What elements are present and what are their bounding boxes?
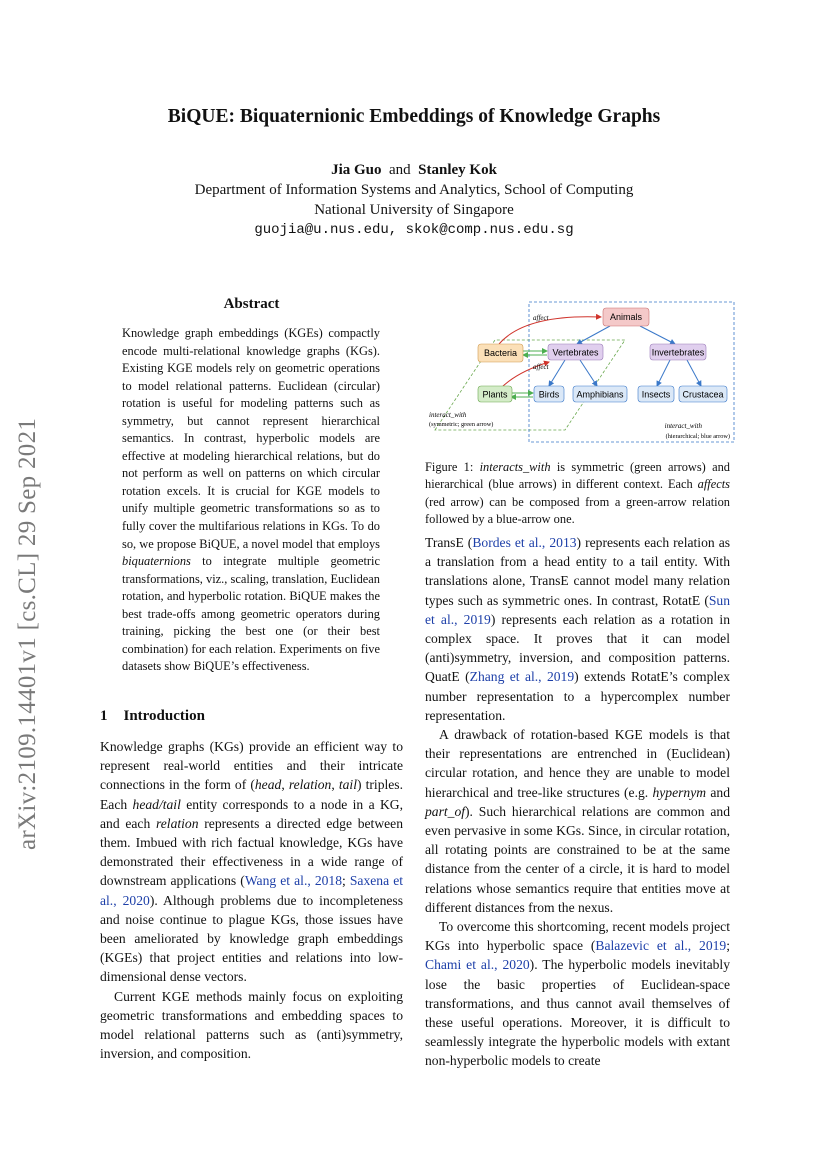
paper-title: BiQUE: Biquaternionic Embeddings of Knowledge Graphs bbox=[167, 106, 661, 127]
text-em: relation bbox=[155, 815, 199, 831]
text-em: tail bbox=[338, 777, 357, 793]
text-run: (red arrow) can be composed from a green-arrow relation followed by a blue-arrow one. bbox=[425, 494, 730, 527]
right-paragraph-1 bbox=[425, 533, 730, 725]
text-run: TransE ( bbox=[425, 535, 473, 550]
author-emails: guojia@u.nus.edu, skok@comp.nus.edu.sg bbox=[254, 222, 574, 238]
node-animals-label: Animals bbox=[609, 312, 643, 322]
citation-link[interactable]: Balazevic et al., 2019 bbox=[595, 938, 727, 954]
intro-paragraph-2: Current KGE methods mainly focus on exploiting geometric transformations and embedding spaces to model relational patterns such as (anti)symmetry, inversion, and composition. bbox=[100, 988, 403, 1062]
figure-1-caption bbox=[425, 459, 730, 529]
arxiv-watermark: arXiv:2109.14401v1 [cs.CL] 29 Sep 2021 bbox=[14, 417, 41, 850]
abstract-heading: Abstract bbox=[223, 296, 280, 312]
author-block bbox=[0, 160, 828, 240]
text-em: head bbox=[254, 777, 282, 793]
node-crustacea-label: Crustacea bbox=[682, 389, 724, 400]
text-em: hypernym bbox=[652, 784, 707, 800]
node-amphibians-label: Amphibians bbox=[576, 389, 624, 400]
node-invertebrates-label: Invertebrates bbox=[651, 347, 705, 358]
abstract-text bbox=[122, 325, 380, 676]
edge-invertebrates-crustacea bbox=[687, 360, 701, 386]
citation-link[interactable]: Zhang et al., 2019 bbox=[469, 669, 575, 685]
citation-link[interactable]: Wang et al., 2018 bbox=[244, 873, 343, 889]
text-run: ; bbox=[726, 938, 730, 954]
node-birds-label: Birds bbox=[538, 389, 560, 400]
figure-1-diagram bbox=[425, 300, 735, 450]
citation-link[interactable]: Saxena et al., 2020 bbox=[100, 873, 404, 908]
text-run: ). The hyperbolic models inevitably lose the basic properties of Euclidean-space transformations, and thus cannot avail themselves of these useful operations. Moreover, it is difficult to seamlessly integrate the hyperbolic models with extant non-hyperbolic models to create bbox=[425, 957, 730, 1069]
author-1: Jia Guo bbox=[331, 162, 382, 178]
left-column-body bbox=[100, 737, 403, 1063]
edge-animals-vertebrates bbox=[577, 326, 610, 344]
label-interact-left: interact_with bbox=[429, 411, 467, 419]
label-affect-mid: affect bbox=[533, 363, 549, 371]
intro-paragraph-1 bbox=[100, 737, 403, 987]
label-interact-right-sub: (hierarchical; blue arrow) bbox=[665, 433, 730, 440]
text-run: ) represents each relation as a rotation in complex space. It proves that it can model (anti)symmetry, inversion, and composition patterns. QuatE ( bbox=[425, 611, 730, 685]
right-paragraph-2 bbox=[425, 725, 730, 917]
text-run: Knowledge graphs (KGs) provide an efficient way to represent real-world entities and their intricate connections in the form of ( bbox=[100, 739, 403, 793]
text-run: entity corresponds to a node in a KG, and each bbox=[100, 796, 403, 831]
text-run: , bbox=[281, 777, 289, 793]
abstract-emphasis: biquaternions bbox=[122, 554, 191, 569]
right-column-body bbox=[425, 533, 730, 1071]
section-title: Introduction bbox=[123, 708, 205, 724]
affiliation-line-2: National University of Singapore bbox=[314, 202, 514, 218]
author-2: Stanley Kok bbox=[418, 162, 497, 178]
text-em: relation bbox=[288, 777, 332, 793]
text-run: ). Such hierarchical relations are common and even pervasive in some KGs. Since, in circular rotation, all rotating points are constrained to be at the same distance from the center of a circle, it is hard to model relations whose semantics require that entities move at different distances from the nexus. bbox=[425, 803, 730, 915]
text-run: ) triples. Each bbox=[100, 777, 403, 812]
text-run: ) extends RotatE’s complex number representation to a hypercomplex number representation. bbox=[425, 669, 730, 723]
text-run: ) represents each relation as a translation from a head entity to a tail entity. With translations alone, TransE cannot model many relation types such as symmetric ones. In contrast, RotatE ( bbox=[425, 535, 731, 608]
text-run: ). Although problems due to incompleteness and noise continue to plague KGs, those issues have been ameliorated by knowledge graph embeddings (KGEs) that project entities and relations into low-dimensional dense vectors. bbox=[100, 892, 403, 985]
abstract-part-2: to integrate multiple geometric transformations, viz., scaling, translation, Euclidean rotation, and hyperbolic rotation. BiQUE makes the best trade-offs among geometric operators during training, picking the best one (or their best combination) for each relation. Experiments on five datasets show BiQUE’s effectiveness. bbox=[122, 554, 380, 674]
text-em: head/tail bbox=[132, 796, 181, 812]
abstract-part-1: Knowledge graph embeddings (KGEs) compactly encode multi-relational knowledge graphs (KGs). Existing KGE models rely on geometric operations to model relational patterns. Euclidean (circular) rotation is useful for modeling patterns such as symmetry, but cannot represent hierarchical semantics. In contrast, hyperbolic models are effective at modeling hierarchical relations, but do not perform as well on patterns on which circular rotation excels. It is crucial for KGE models to unify multiple geometric transformations so as to fully cover the multifarious relations in KGs. To do so, we propose BiQUE, a novel model that employs bbox=[122, 326, 380, 551]
text-run: ; bbox=[342, 873, 350, 889]
edge-animals-invertebrates bbox=[640, 326, 675, 344]
edge-vertebrates-amphibians bbox=[580, 360, 597, 386]
affiliation-line-1: Department of Information Systems and Analytics, School of Computing bbox=[194, 182, 634, 198]
section-number: 1 bbox=[100, 708, 108, 724]
text-em: part_of bbox=[425, 803, 466, 819]
text-run: A drawback of rotation-based KGE models is that their representations are entrenched in (Euclidean) circular rotation, and hence they are unable to model hierarchical and tree-like structures (e.g. bbox=[425, 727, 730, 800]
node-vertebrates-label: Vertebrates bbox=[552, 347, 599, 358]
text-run: and bbox=[706, 784, 730, 800]
citation-link[interactable]: Sun et al., 2019 bbox=[425, 592, 730, 627]
citation-link[interactable]: Chami et al., 2020 bbox=[425, 957, 530, 973]
text-em: interacts_with bbox=[479, 460, 551, 474]
node-plants-label: Plants bbox=[482, 389, 508, 400]
author-names bbox=[0, 160, 828, 180]
text-run: Figure 1: bbox=[425, 460, 480, 474]
text-run: represents a directed edge between them. Imbued with rich factual knowledge, KGs have demonstrated their effectiveness in a wide range of downstream applications ( bbox=[100, 815, 404, 889]
text-em: affects bbox=[697, 477, 730, 492]
section-heading-introduction bbox=[100, 708, 221, 725]
text-run: is symmetric (green arrows) and hierarchical (blue arrows) in different context. Each bbox=[425, 460, 730, 492]
label-affect-top: affect bbox=[533, 314, 549, 322]
text-run: To overcome this shortcoming, recent models project KGs into hyperbolic space ( bbox=[425, 919, 730, 954]
edge-invertebrates-insects bbox=[657, 360, 670, 386]
node-insects-label: Insects bbox=[641, 389, 671, 400]
author-and: and bbox=[389, 162, 411, 178]
citation-link[interactable]: Bordes et al., 2013 bbox=[472, 535, 577, 550]
node-bacteria-label: Bacteria bbox=[483, 348, 518, 358]
edge-vertebrates-birds bbox=[549, 360, 565, 386]
right-paragraph-3 bbox=[425, 917, 730, 1071]
text-run: , bbox=[331, 777, 339, 793]
label-interact-right: interact_with bbox=[664, 422, 702, 430]
label-interact-left-sub: (symmetric; green arrow) bbox=[429, 421, 494, 428]
